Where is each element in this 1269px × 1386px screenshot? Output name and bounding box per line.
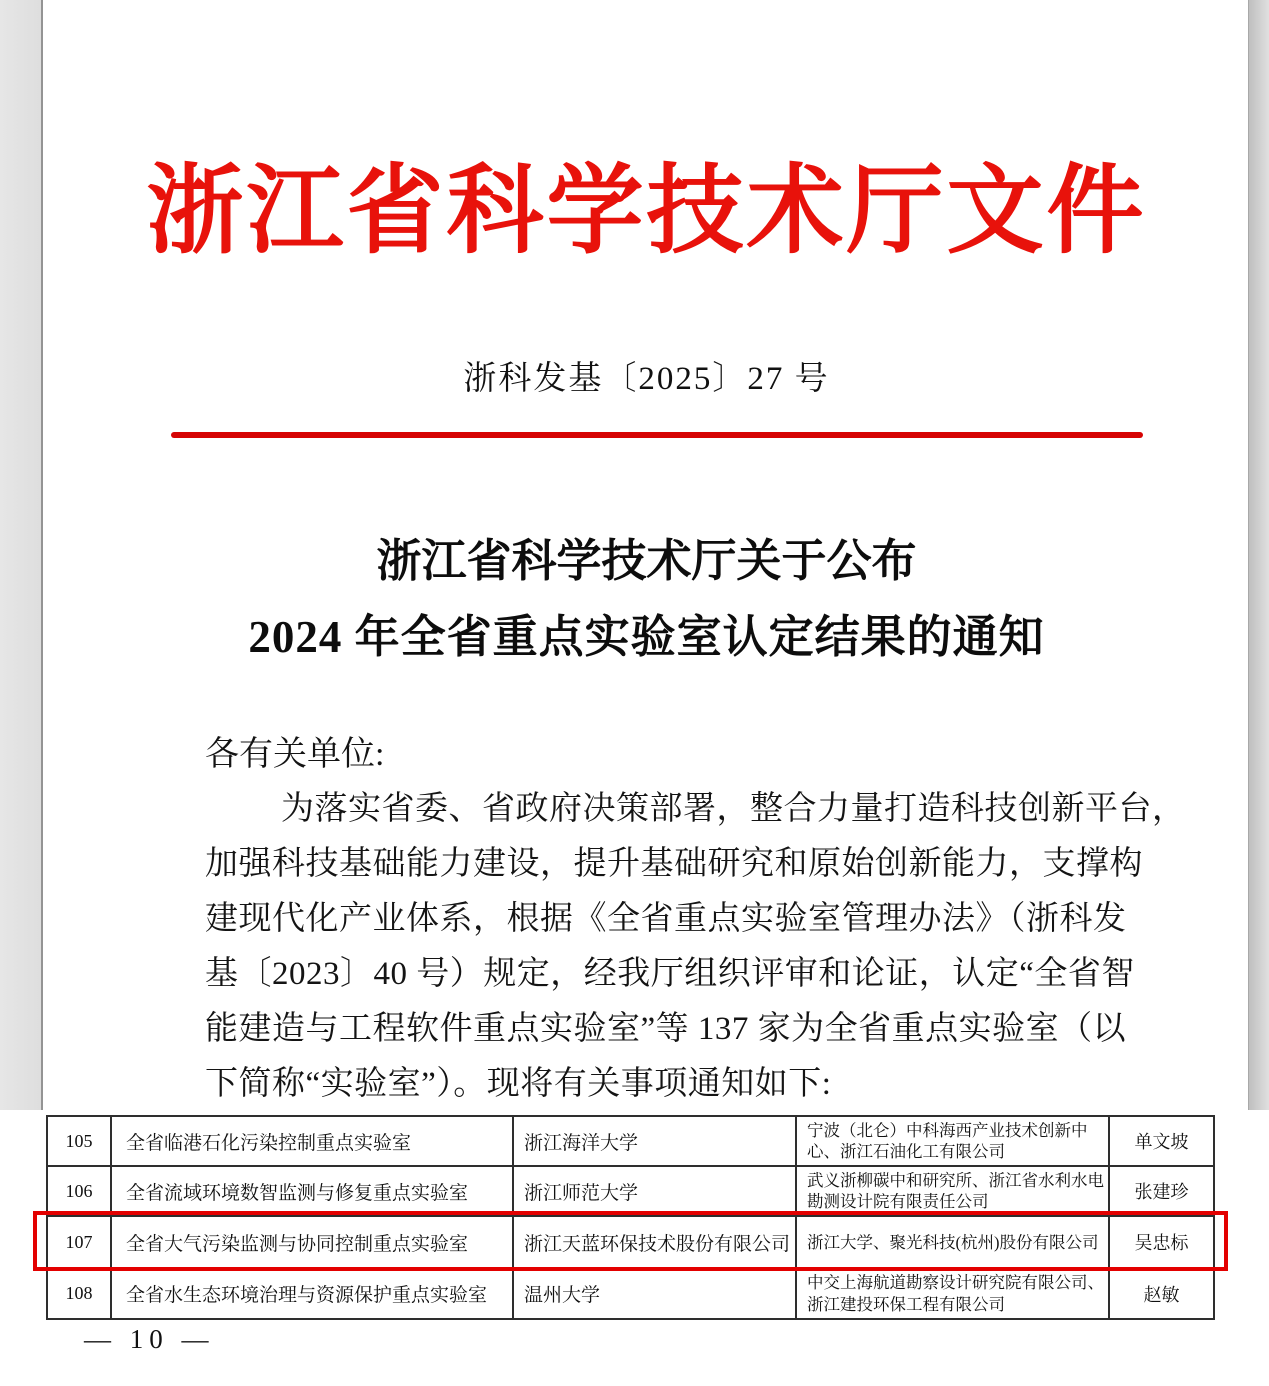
body-line: 为落实省委、省政府决策部署，整合力量打造科技创新平台， (281, 791, 1186, 827)
cell-director-name: 赵敏 (1109, 1268, 1214, 1318)
salutation: 各有关单位: (205, 736, 385, 773)
cell-partner-orgs: 武义浙柳碳中和研究所、浙江省水利水电勘测设计院有限责任公司 (796, 1166, 1109, 1216)
notice-title-line1: 浙江省科学技术厅关于公布 (376, 536, 917, 586)
body-line: 建现代化产业体系，根据《全省重点实验室管理办法》（浙科发 (205, 901, 1127, 937)
table-row-105 (47, 1116, 1214, 1166)
cell-host-org: 浙江海洋大学 (513, 1116, 796, 1166)
viewer-left-margin (0, 0, 43, 1110)
table-row-106 (47, 1166, 1214, 1216)
document-page (45, 0, 1248, 1110)
cell-partner-orgs: 宁波（北仑）中科海西产业技术创新中心、浙江石油化工有限公司 (796, 1116, 1109, 1166)
doc-number: 浙科发基〔2025〕27 号 (463, 361, 830, 397)
page-number: — 10 — (84, 1324, 215, 1354)
cell-director-name: 单文坡 (1109, 1116, 1214, 1166)
body-line: 能建造与工程软件重点实验室”等 137 家为全省重点实验室（以 (205, 1011, 1127, 1047)
cell-host-org: 温州大学 (513, 1268, 796, 1318)
cell-row-number: 107 (47, 1216, 111, 1268)
cell-host-org: 浙江师范大学 (513, 1166, 796, 1216)
letterhead-title: 浙江省科学技术厅文件 (146, 158, 1147, 265)
lab-table (46, 1115, 1215, 1320)
lab-table-section (46, 1115, 1213, 1320)
viewer-right-margin (1248, 0, 1269, 1110)
notice-title-line2: 2024 年全省重点实验室认定结果的通知 (248, 612, 1045, 662)
cell-row-number: 105 (47, 1116, 111, 1166)
body-line: 基〔2023〕40 号）规定，经我厅组织评审和论证，认定“全省智 (205, 956, 1135, 992)
cell-director-name: 吴忠标 (1109, 1216, 1214, 1268)
cell-host-org: 浙江天蓝环保技术股份有限公司 (513, 1216, 796, 1268)
table-row-107 (47, 1216, 1214, 1268)
body-line: 加强科技基础能力建设，提升基础研究和原始创新能力，支撑构 (205, 846, 1143, 882)
body-line: 下简称“实验室”）。现将有关事项通知如下: (205, 1066, 832, 1102)
table-row-108 (47, 1268, 1214, 1318)
cell-lab-name: 全省大气污染监测与协同控制重点实验室 (111, 1216, 513, 1268)
cell-row-number: 106 (47, 1166, 111, 1216)
cell-lab-name: 全省流域环境数智监测与修复重点实验室 (111, 1166, 513, 1216)
cell-lab-name: 全省水生态环境治理与资源保护重点实验室 (111, 1268, 513, 1318)
cell-lab-name: 全省临港石化污染控制重点实验室 (111, 1116, 513, 1166)
body-paragraph (205, 782, 1186, 1112)
cell-row-number: 108 (47, 1268, 111, 1318)
letterhead-divider-rule (171, 432, 1143, 438)
cell-partner-orgs: 浙江大学、聚光科技(杭州)股份有限公司 (796, 1216, 1109, 1268)
cell-partner-orgs: 中交上海航道勘察设计研究院有限公司、浙江建投环保工程有限公司 (796, 1268, 1109, 1318)
cell-director-name: 张建珍 (1109, 1166, 1214, 1216)
